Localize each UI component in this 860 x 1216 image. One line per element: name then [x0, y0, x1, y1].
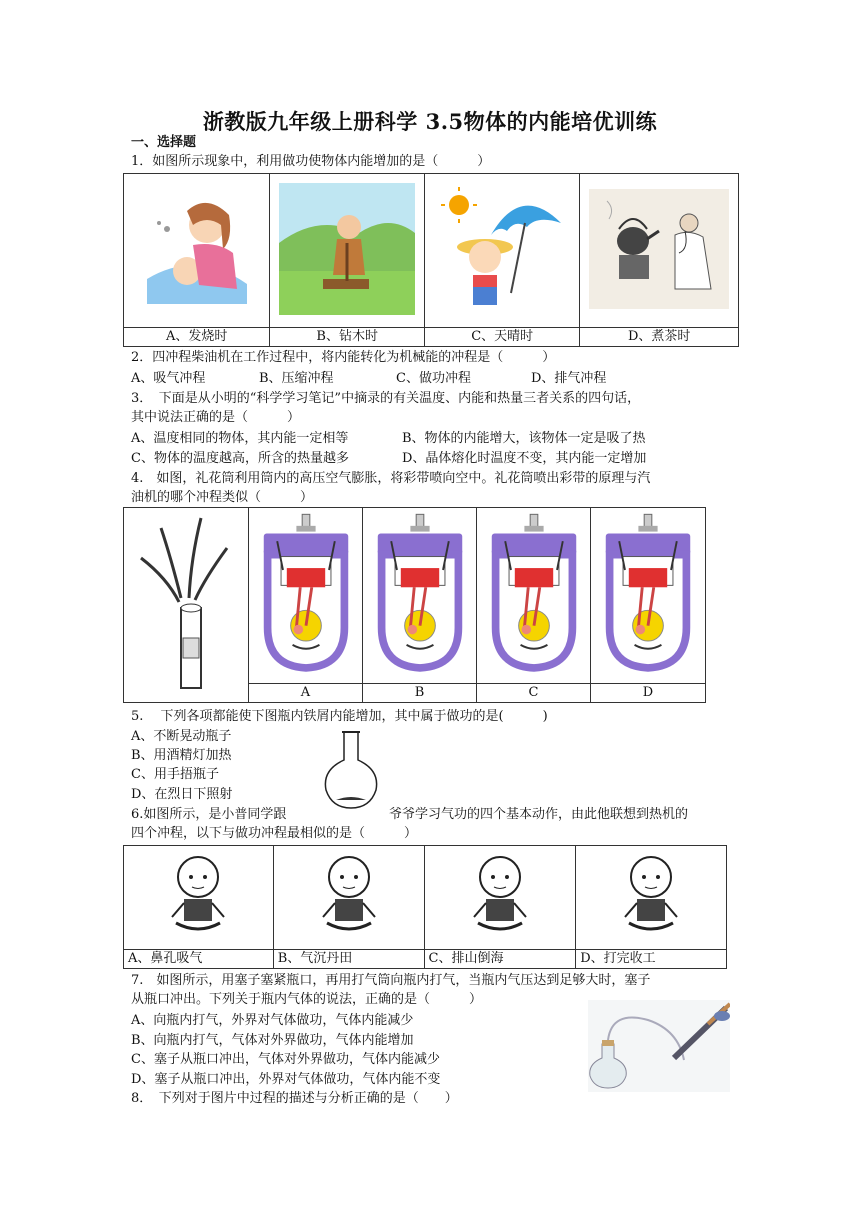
q4-caption-d: D: [591, 684, 706, 703]
q5-option-a: A、不断晃动瓶子: [131, 729, 232, 744]
question-4-line-1: 4. 如图，礼花筒利用筒内的高压空气膨胀，将彩带喷向空中。礼花筒喷出彩带的原理与汽: [131, 471, 651, 486]
drilling-wood-illustration: [279, 183, 415, 315]
engine-stroke-a: [249, 508, 363, 684]
qigong-pose-b: [273, 846, 424, 950]
party-popper-illustration: [131, 508, 241, 698]
q4-caption-c: C: [477, 684, 591, 703]
kid-breathing-in-illustration: [158, 851, 238, 941]
question-3-line-2: 其中说法正确的是（ ）: [131, 410, 301, 425]
q2-option-a: A、吸气冲程: [131, 371, 206, 386]
flask-with-iron-filings: [320, 730, 382, 810]
q7-option-d: D、塞子从瓶口冲出，外界对气体做功，气体内能不变: [131, 1072, 441, 1087]
qigong-pose-c: [424, 846, 576, 950]
engine-stroke-b: [363, 508, 477, 684]
engine-a-illustration: [258, 512, 354, 676]
question-7-line-2: 从瓶口冲出。下列关于瓶内气体的说法，正确的是（ ）: [131, 992, 483, 1007]
bottle-and-pump-photo: [588, 1000, 730, 1092]
q7-option-a: A、向瓶内打气，外界对气体做功，气体内能减少: [131, 1013, 414, 1028]
q6-image-table: [123, 845, 727, 969]
q1-caption-b: B、钻木时: [270, 328, 425, 347]
q6-caption-a: A、鼻孔吸气: [124, 950, 274, 969]
question-1: 1．如图所示现象中，利用做功使物体内能增加的是（ ）: [131, 154, 491, 169]
q3-option-c: C、物体的温度越高，所含的热量越多: [131, 451, 349, 466]
question-4-line-2: 油机的哪个冲程类似（ ）: [131, 490, 314, 505]
q3-option-a: A、温度相同的物体，其内能一定相等: [131, 431, 349, 446]
question-6-line-1a: 6.如图所示，是小普同学跟: [131, 807, 287, 822]
question-7-line-1: 7. 如图所示，用塞子塞紧瓶口，再用打气筒向瓶内打气，当瓶内气压达到足够大时，塞子: [131, 973, 651, 988]
sunny-umbrella-illustration: [437, 183, 567, 315]
engine-stroke-d: [591, 508, 706, 684]
question-8: 8． 下列对于图片中过程的描述与分析正确的是（ ）: [131, 1091, 458, 1106]
question-6-line-2: 四个冲程，以下与做功冲程最相似的是（ ）: [131, 826, 418, 841]
sick-child-illustration: [137, 189, 257, 309]
q5-option-b: B、用酒精灯加热: [131, 748, 232, 763]
engine-b-illustration: [372, 512, 468, 676]
q7-option-c: C、塞子从瓶口冲出，气体对外界做功，气体内能减少: [131, 1052, 440, 1067]
q1-caption-c: C、天晴时: [424, 328, 579, 347]
engine-d-illustration: [600, 512, 696, 676]
q1-caption-a: A、发烧时: [124, 328, 270, 347]
question-5: 5. 下列各项都能使下图瓶内铁屑内能增加，其中属于做功的是( ): [131, 709, 548, 724]
page-title: 浙教版九年级上册科学 3.5物体的内能培优训练: [202, 109, 658, 134]
q1-image-d: [580, 174, 739, 328]
q1-image-a: [124, 174, 270, 328]
section-heading: 一、选择题: [131, 135, 197, 150]
q1-image-c: [424, 174, 579, 328]
brewing-tea-illustration: [589, 189, 729, 309]
q3-option-b: B、物体的内能增大，该物体一定是吸了热: [402, 431, 646, 446]
q2-option-c: C、做功冲程: [396, 371, 471, 386]
q6-caption-c: C、排山倒海: [424, 950, 576, 969]
engine-c-illustration: [486, 512, 582, 676]
qigong-pose-d: [576, 846, 727, 950]
question-3-line-1: 3． 下面是从小明的“科学学习笔记”中摘录的有关温度、内能和热量三者关系的四句话，: [131, 391, 641, 406]
q2-option-d: D、排气冲程: [531, 371, 607, 386]
question-6-line-1b: 爷爷学习气功的四个基本动作，由此他联想到热机的: [389, 807, 689, 822]
q4-caption-a: A: [249, 684, 363, 703]
q5-option-c: C、用手捂瓶子: [131, 767, 219, 782]
party-popper-image: [124, 508, 249, 703]
kid-finishing-illustration: [611, 851, 691, 941]
q6-caption-d: D、打完收工: [576, 950, 727, 969]
q4-caption-b: B: [363, 684, 477, 703]
engine-stroke-c: [477, 508, 591, 684]
q5-option-d: D、在烈日下照射: [131, 787, 233, 802]
q1-image-table: [123, 173, 739, 347]
q3-option-d: D、晶体熔化时温度不变，其内能一定增加: [402, 451, 647, 466]
q7-option-b: B、向瓶内打气，气体对外界做功，气体内能增加: [131, 1033, 414, 1048]
kid-sinking-qi-illustration: [309, 851, 389, 941]
q1-image-b: [270, 174, 425, 328]
kid-pushing-illustration: [460, 851, 540, 941]
question-2: 2．四冲程柴油机在工作过程中，将内能转化为机械能的冲程是（ ）: [131, 350, 556, 365]
q6-caption-b: B、气沉丹田: [273, 950, 424, 969]
qigong-pose-a: [124, 846, 274, 950]
q4-image-table: [123, 507, 706, 703]
q2-option-b: B、压缩冲程: [259, 371, 334, 386]
q1-caption-d: D、煮茶时: [580, 328, 739, 347]
